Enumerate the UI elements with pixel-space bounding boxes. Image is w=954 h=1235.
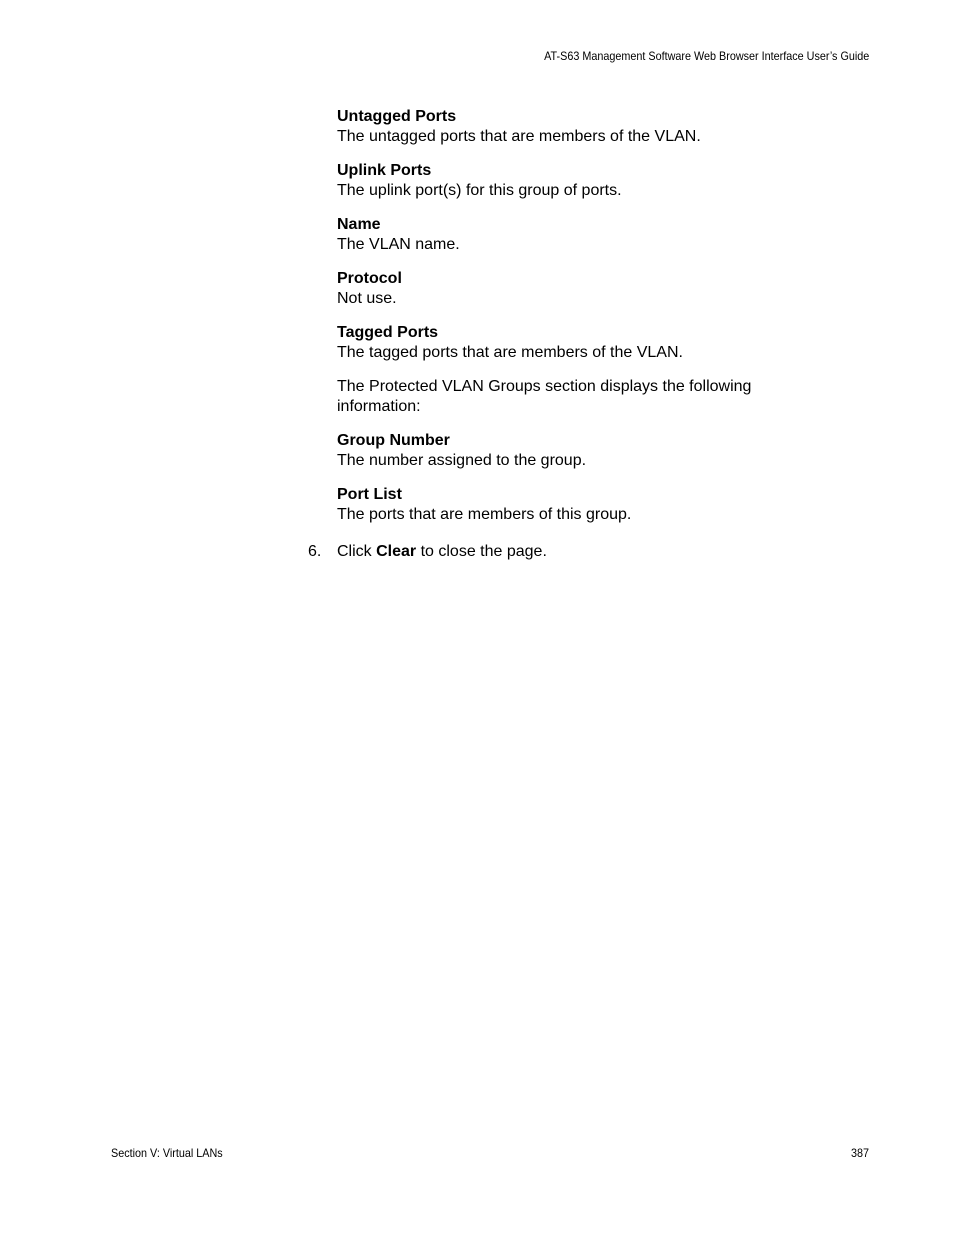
term-description: The untagged ports that are members of the VLAN. (337, 128, 701, 145)
term-description: Not use. (337, 290, 397, 307)
footer-section: Section V: Virtual LANs (111, 1146, 223, 1160)
term-name: Name (337, 216, 381, 233)
definition-tagged-ports (337, 323, 807, 363)
step-number: 6. (308, 543, 322, 560)
step-text-prefix: Click (337, 543, 377, 560)
term-name: Group Number (337, 432, 450, 449)
term-name: Tagged Ports (337, 324, 439, 341)
term-description: The ports that are members of this group. (337, 506, 632, 523)
running-header: AT-S63 Management Software Web Browser Interface User’s Guide (543, 49, 869, 63)
definition-untagged-ports (337, 107, 807, 147)
term-name: Port List (337, 486, 402, 503)
term-description: The VLAN name. (337, 236, 460, 253)
term-description: The tagged ports that are members of the VLAN. (337, 344, 683, 361)
definition-port-list (337, 485, 807, 525)
definition-group-number (337, 431, 807, 471)
definition-uplink-ports (337, 161, 807, 201)
term-description: The uplink port(s) for this group of ports. (337, 182, 622, 199)
term-name: Untagged Ports (337, 108, 457, 125)
step-text-strong: Clear (376, 543, 417, 560)
step-6 (308, 542, 807, 562)
term-name: Protocol (337, 270, 402, 287)
term-description: The number assigned to the group. (337, 452, 587, 469)
definition-name (337, 215, 807, 255)
step-text-suffix: to close the page. (416, 543, 547, 560)
footer-page-number: 387 (850, 1146, 869, 1160)
definition-protocol (337, 269, 807, 309)
intro-paragraph: The Protected VLAN Groups section displays the following information: (337, 378, 752, 415)
term-name: Uplink Ports (337, 162, 432, 179)
page-content (308, 107, 807, 562)
